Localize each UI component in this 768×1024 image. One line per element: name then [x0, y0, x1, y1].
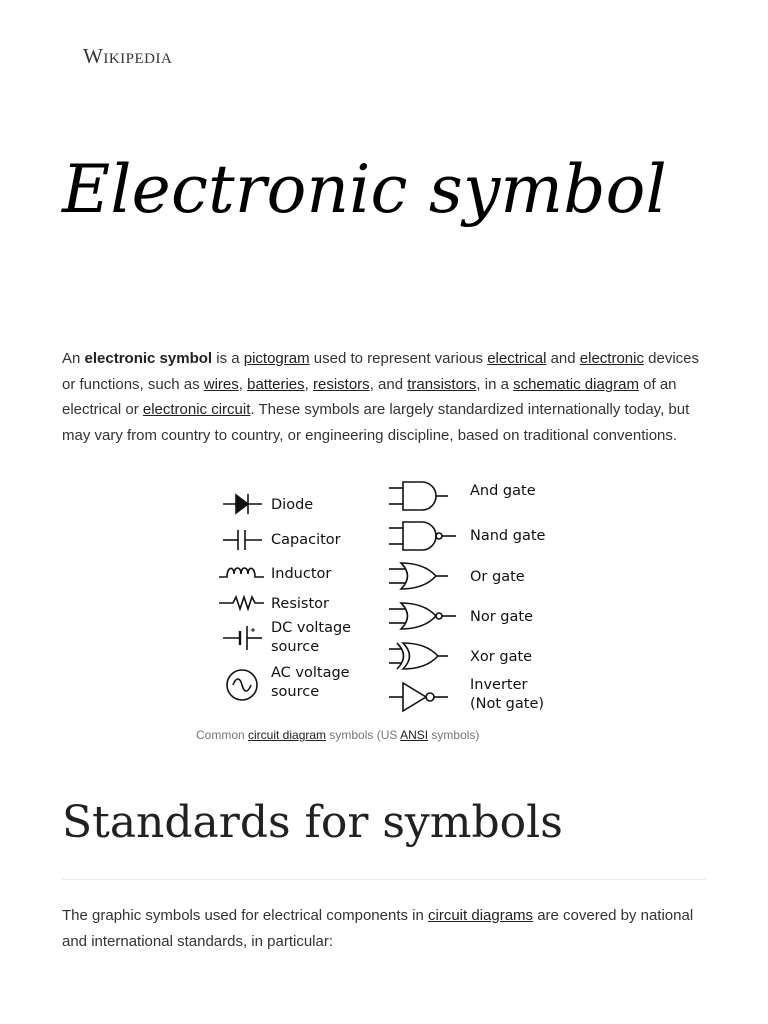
figure-caption: Common circuit diagram symbols (US ANSI symbols)	[196, 728, 480, 742]
diode-label: Diode	[271, 497, 314, 513]
capacitor-label: Capacitor	[271, 532, 341, 548]
section-divider	[62, 879, 706, 880]
wikipedia-wordmark[interactable]: Wikipedia	[83, 44, 173, 68]
ac-voltage-source-label-line-2: source	[271, 684, 320, 700]
nand-gate-label: Nand gate	[470, 528, 546, 544]
resistor-label: Resistor	[271, 596, 329, 612]
diode-symbol	[223, 494, 262, 514]
page-title: Electronic symbol	[62, 151, 667, 228]
link-ansi[interactable]: ANSI	[400, 728, 429, 742]
dc-voltage-source-label-line-1: DC voltage	[271, 620, 352, 636]
capacitor-symbol	[223, 530, 262, 550]
resistor-symbol	[219, 597, 264, 609]
link-pictogram[interactable]: pictogram	[243, 350, 310, 367]
link-electrical[interactable]: electrical	[487, 350, 547, 367]
xor-gate-label: Xor gate	[470, 649, 533, 665]
section-heading: Standards for symbols	[62, 797, 563, 848]
link-electronic[interactable]: electronic	[579, 350, 644, 367]
dc-voltage-source-symbol	[223, 626, 262, 650]
link-transistors[interactable]: transistors	[407, 375, 477, 393]
inverter-symbol	[389, 683, 448, 711]
circuit-symbols-figure[interactable]	[200, 470, 570, 725]
ac-voltage-source-label-line-1: AC voltage	[271, 665, 350, 681]
inductor-symbol	[219, 568, 264, 577]
link-resistors[interactable]: resistors	[313, 375, 370, 393]
inverter-label-line-1: Inverter	[470, 677, 528, 693]
link-circuit-diagram[interactable]: circuit diagram	[248, 728, 327, 742]
inductor-label: Inductor	[271, 566, 332, 582]
and-gate-label: And gate	[470, 483, 536, 499]
or-gate-label: Or gate	[470, 569, 525, 585]
and-gate-symbol	[389, 482, 448, 510]
link-wires[interactable]: wires	[203, 375, 239, 393]
ac-voltage-source-symbol	[227, 670, 257, 700]
inverter-label-line-2: (Not gate)	[470, 696, 545, 712]
nand-gate-symbol	[389, 522, 456, 550]
link-schematic-diagram[interactable]: schematic diagram	[513, 375, 639, 393]
xor-gate-symbol	[389, 643, 448, 669]
dc-voltage-source-label-line-2: source	[271, 639, 320, 655]
nor-gate-label: Nor gate	[470, 609, 533, 625]
link-circuit-diagrams[interactable]: circuit diagrams	[428, 907, 534, 924]
standards-paragraph: The graphic symbols used for electrical components in circuit diagrams are covered by national and international standards, in particular:	[62, 907, 694, 950]
link-batteries[interactable]: batteries	[247, 375, 305, 393]
or-gate-symbol	[389, 563, 448, 589]
nor-gate-symbol	[389, 603, 456, 629]
link-electronic-circuit[interactable]: electronic circuit	[142, 401, 251, 419]
intro-paragraph: An electronic symbol is a pictogram used to represent various electrical and electronic devices or functions, such as wires, batteries, resistors, and transistors, in a schematic diagram of an electrical or electronic circuit. These symbols are largely standardized internationally today, but may vary from country to country, or engineering discipline, based on traditional conventions.	[62, 350, 700, 444]
bold-term: electronic symbol	[84, 350, 213, 367]
